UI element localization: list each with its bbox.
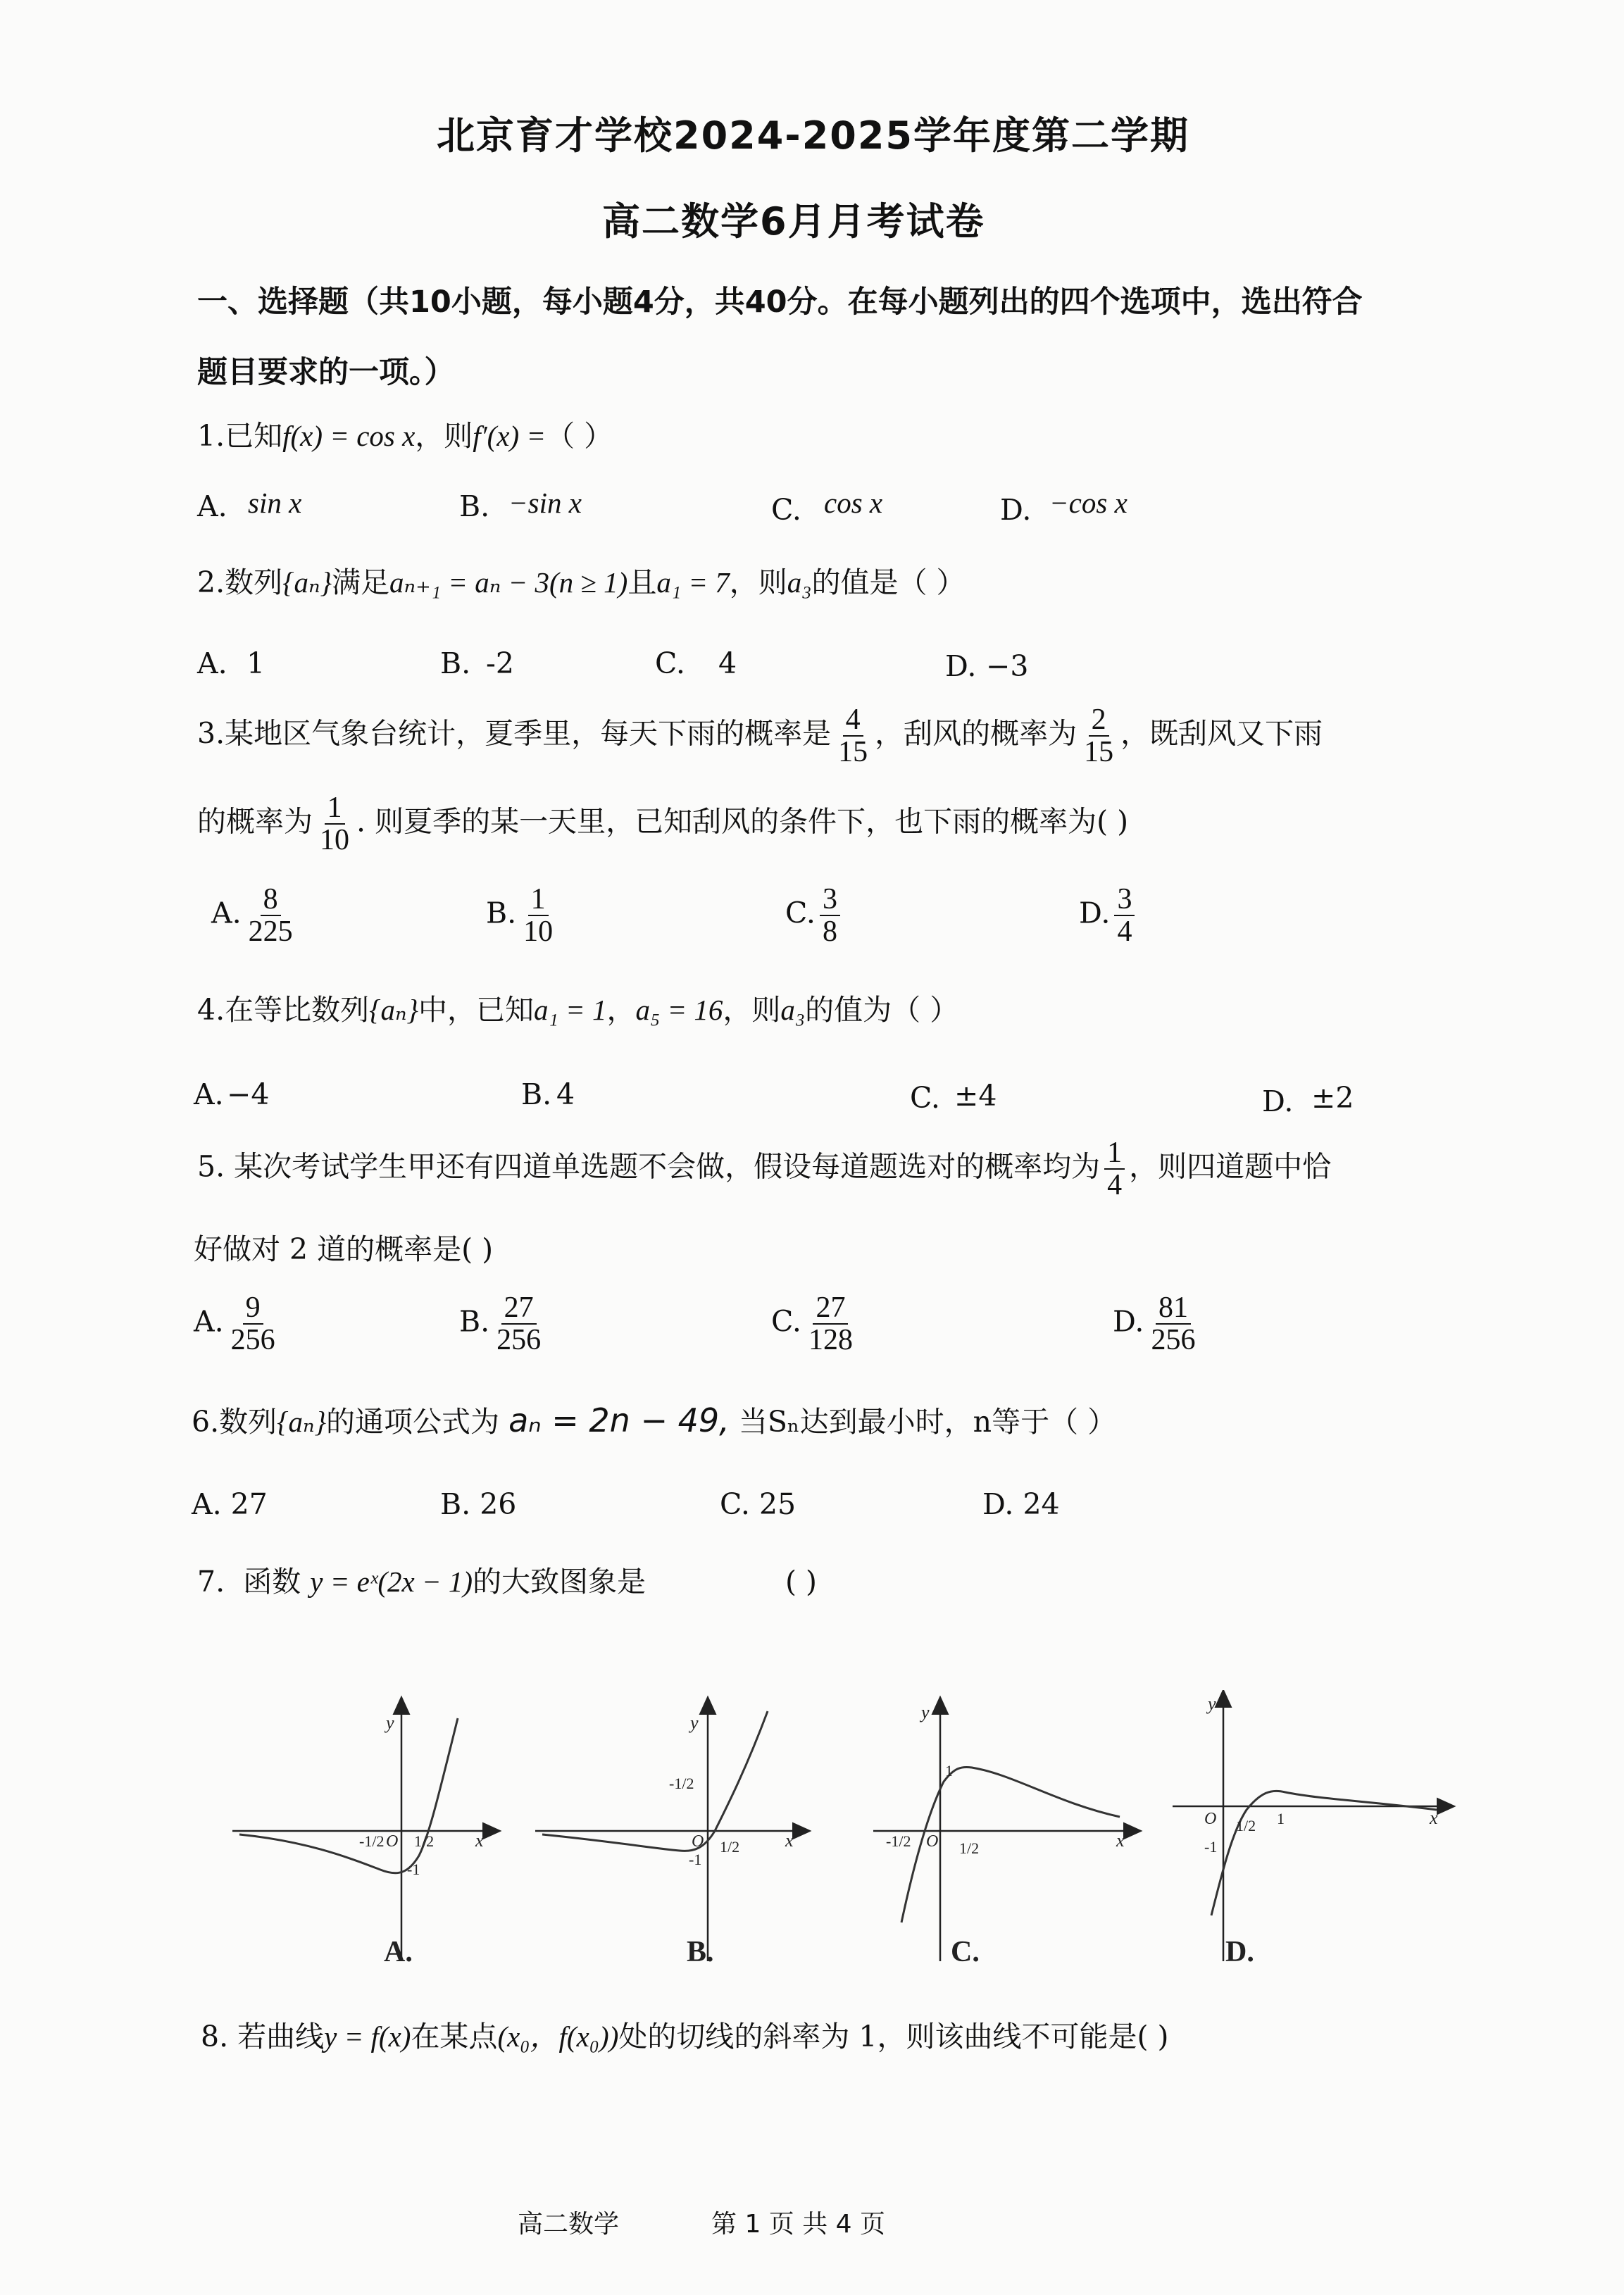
fraction-numerator: 9 <box>243 1292 263 1325</box>
section-heading-line2: 题目要求的一项。） <box>197 355 455 390</box>
graph-c <box>873 1702 1134 1965</box>
question-number: 1. <box>197 419 225 453</box>
question-text: 某地区气象台统计，夏季里，每天下雨的概率是 <box>225 716 832 751</box>
graph-label-a: A. <box>384 1936 413 1965</box>
x-label: x <box>475 1830 484 1851</box>
formula: y = f(x) <box>324 2020 411 2053</box>
formula: a₃ <box>780 994 806 1026</box>
fraction-denominator: 15 <box>838 736 868 769</box>
option-label: A. <box>194 1304 224 1339</box>
fraction-numerator: 4 <box>843 704 863 737</box>
q4-option-a-label: A. <box>194 1077 224 1111</box>
q2-option-d: −3 <box>986 649 1029 683</box>
fraction-numerator: 8 <box>261 884 281 916</box>
q1-option-a-label: A. <box>197 489 227 523</box>
formula: f′(x) = <box>473 420 546 452</box>
fraction-numerator: 3 <box>1114 884 1135 916</box>
graph-b <box>535 1704 803 1965</box>
fraction-numerator: 1 <box>1104 1137 1125 1170</box>
tick-label: 1/2 <box>414 1832 435 1850</box>
question-number: 5. <box>197 1149 225 1184</box>
fraction-denominator: 8 <box>822 915 837 949</box>
origin-label: O <box>386 1832 399 1851</box>
fraction <box>317 792 352 856</box>
fraction <box>1081 704 1116 768</box>
fraction-denominator: 10 <box>523 915 554 949</box>
answer-paren: （ ） <box>546 419 613 453</box>
q4-option-b: 4 <box>556 1077 575 1111</box>
formula: a₁ = 1 <box>534 994 607 1026</box>
fraction-denominator: 4 <box>1107 1169 1123 1202</box>
graph-label-c: C. <box>951 1936 980 1965</box>
question-3-line1 <box>197 704 1323 768</box>
fraction-numerator: 2 <box>1089 704 1109 737</box>
question-text: 的值是（ ） <box>811 565 966 599</box>
question-text: 处的切线的斜率为 1，则该曲线不可能是( ) <box>618 2020 1169 2053</box>
option-label: D. <box>1079 896 1111 930</box>
graph-a <box>232 1704 493 1965</box>
footer-subject: 高二数学 <box>518 2210 620 2239</box>
tick-label: 1/2 <box>720 1838 740 1856</box>
question-6 <box>192 1401 1116 1440</box>
q5-option-a <box>194 1292 282 1356</box>
question-text: 数列 <box>219 1405 277 1439</box>
question-7 <box>197 1565 646 1599</box>
q4-option-a: −4 <box>227 1077 270 1111</box>
fraction-numerator: 1 <box>325 792 345 825</box>
question-text: ，既刮风又下雨 <box>1120 716 1323 751</box>
formula: aₙ₊₁ = aₙ − 3(n ≥ 1) <box>389 566 628 599</box>
fraction-numerator: 27 <box>501 1292 537 1325</box>
fraction-denominator: 256 <box>496 1324 542 1357</box>
option-label: B. <box>459 1304 490 1339</box>
y-label: y <box>921 1702 930 1722</box>
question-text: 且 <box>627 565 657 599</box>
formula: a₃ <box>787 566 812 599</box>
fraction-denominator: 15 <box>1084 736 1114 769</box>
formula: f(x) = cos x <box>282 420 416 452</box>
origin-label: O <box>926 1832 939 1851</box>
question-number: 4. <box>197 993 225 1027</box>
question-text: 的大致图象是 <box>473 1565 647 1599</box>
y-label: y <box>1208 1694 1216 1714</box>
q1-option-d: −cos x <box>1049 487 1128 519</box>
question-number: 8. <box>201 2020 229 2053</box>
option-label: C. <box>785 896 816 930</box>
exam-title: 北京育才学校2024-2025学年度第二学期 <box>437 113 1189 158</box>
q3-option-a <box>211 884 300 947</box>
formula: (x₀，f(x₀)) <box>497 2020 619 2053</box>
fraction-denominator: 256 <box>230 1324 275 1357</box>
graph-label-d: D. <box>1225 1936 1254 1965</box>
curve <box>1211 1791 1437 1915</box>
option-label: D. <box>1113 1304 1144 1339</box>
fraction-denominator: 4 <box>1117 915 1132 949</box>
q2-option-b-label: B. <box>440 646 471 680</box>
tick-label: 1/2 <box>1236 1817 1256 1834</box>
fraction-denominator: 256 <box>1151 1324 1196 1357</box>
tick-label: -1 <box>689 1851 702 1868</box>
tick-label: 1/2 <box>959 1839 980 1857</box>
q6-option-d: D. 24 <box>982 1487 1060 1521</box>
q4-option-c: ±4 <box>954 1079 997 1113</box>
q1-option-d-label: D. <box>1000 493 1032 527</box>
q2-option-b: -2 <box>486 646 514 680</box>
graph-label-b: B. <box>687 1936 714 1965</box>
q1-option-b: −sin x <box>508 487 582 519</box>
fraction-numerator: 1 <box>528 884 549 916</box>
question-text: 已知 <box>225 419 283 453</box>
fraction-denominator: 225 <box>248 915 293 949</box>
question-text: 在等比数列 <box>225 993 370 1027</box>
question-3-line2 <box>197 792 1128 856</box>
tick-label: -1/2 <box>886 1832 911 1850</box>
question-text: 满足 <box>332 565 390 599</box>
answer-paren: ( ) <box>785 1565 818 1599</box>
question-text: ，则 <box>729 565 787 599</box>
origin-label: O <box>1204 1810 1217 1828</box>
question-text: ，则 <box>415 419 473 453</box>
q3-option-c <box>785 884 844 947</box>
question-5-line1 <box>197 1137 1331 1201</box>
tick-label: -1/2 <box>669 1775 694 1792</box>
formula: {aₙ} <box>282 566 332 599</box>
q4-option-c-label: C. <box>910 1081 940 1115</box>
question-number: 2. <box>197 565 225 599</box>
question-number: 7. <box>197 1565 225 1599</box>
q5-option-c <box>771 1292 860 1356</box>
question-number: 6. <box>192 1405 220 1439</box>
x-label: x <box>1116 1830 1125 1851</box>
q2-option-c-label: C. <box>655 646 685 680</box>
question-5-line2: 好做对 2 道的概率是( ) <box>194 1232 494 1266</box>
q3-option-d <box>1079 884 1139 947</box>
formula: a₁ = 7 <box>656 566 730 599</box>
fraction <box>835 704 870 768</box>
q3-option-b <box>486 884 560 947</box>
q6-option-a: A. 27 <box>192 1487 268 1521</box>
option-label: A. <box>211 896 242 930</box>
question-text: 若曲线 <box>237 2020 325 2053</box>
q2-option-d-label: D. <box>945 649 977 683</box>
curve <box>542 1711 768 1851</box>
q7-graphs <box>225 1690 1465 1965</box>
q1-option-c-label: C. <box>771 493 801 527</box>
fraction-numerator: 3 <box>820 884 840 916</box>
question-text: 的值为（ ） <box>805 993 959 1027</box>
q1-option-a: sin x <box>248 487 302 519</box>
y-label: y <box>690 1713 699 1733</box>
formula: {aₙ} <box>277 1406 327 1438</box>
option-label: C. <box>771 1304 801 1339</box>
exam-subtitle: 高二数学6月月考试卷 <box>602 199 985 244</box>
option-label: B. <box>486 896 517 930</box>
tick-label: 1 <box>945 1762 953 1780</box>
handwritten-formula: aₙ = 2n − 49, <box>508 1401 730 1439</box>
question-text: 的通项公式为 <box>326 1405 500 1439</box>
question-text: 当Sₙ达到最小时，n等于（ ） <box>738 1405 1117 1439</box>
question-text: ，刮风的概率为 <box>875 716 1078 751</box>
formula: y = eˣ(2x − 1) <box>310 1565 473 1598</box>
q1-option-c: cos x <box>824 487 883 519</box>
question-text: . 则夏季的某一天里，已知刮风的条件下，也下雨的概率为( ) <box>356 804 1129 839</box>
fraction-denominator: 10 <box>320 824 349 857</box>
q1-option-b-label: B. <box>459 489 490 523</box>
tick-label: 1 <box>1277 1810 1285 1827</box>
question-text: 某次考试学生甲还有四道单选题不会做，假设每道题选对的概率均为 <box>234 1149 1101 1184</box>
origin-label: O <box>692 1832 704 1851</box>
x-label: x <box>785 1830 794 1851</box>
formula: a₅ = 16 <box>635 994 723 1026</box>
y-label: y <box>386 1713 394 1733</box>
question-text: 数列 <box>225 565 283 599</box>
question-text: 的概率为 <box>197 804 313 839</box>
question-text: ，则 <box>723 993 781 1027</box>
q5-option-b <box>459 1292 548 1356</box>
tick-label: -1 <box>407 1861 420 1878</box>
q4-option-d: ±2 <box>1311 1081 1354 1115</box>
q2-option-a-label: A. <box>197 646 227 680</box>
formula: {aₙ} <box>369 994 419 1026</box>
question-text: 函数 <box>243 1565 301 1599</box>
q4-option-d-label: D. <box>1262 1084 1294 1118</box>
q6-option-c: C. 25 <box>720 1487 797 1521</box>
fraction-denominator: 128 <box>808 1324 853 1357</box>
q4-option-b-label: B. <box>521 1077 552 1111</box>
footer-page: 第 1 页 共 4 页 <box>711 2210 886 2239</box>
q2-option-c: 4 <box>718 646 737 680</box>
question-number: 3. <box>197 716 225 751</box>
q6-option-b: B. 26 <box>440 1487 517 1521</box>
question-2 <box>197 565 966 600</box>
question-text: 中，已知 <box>418 993 535 1027</box>
question-4: 4.在等比数列{aₙ}中，已知a₁ = 1，a₅ = 16，则a₃的值为（ ） <box>197 993 959 1027</box>
question-1 <box>197 419 613 454</box>
x-label: x <box>1430 1808 1438 1828</box>
question-8 <box>201 2020 1169 2054</box>
tick-label: -1/2 <box>359 1832 385 1850</box>
tick-label: -1 <box>1204 1838 1218 1856</box>
question-text: ，则四道题中恰 <box>1129 1149 1332 1184</box>
graph-d <box>1173 1694 1447 1965</box>
section-heading-line1: 一、选择题（共10小题，每小题4分，共40分。在每小题列出的四个选项中，选出符合 <box>197 284 1363 320</box>
question-text: 在某点 <box>411 2020 498 2053</box>
q5-option-d <box>1113 1292 1202 1356</box>
fraction <box>1104 1137 1125 1201</box>
fraction-numerator: 81 <box>1156 1292 1191 1325</box>
q2-option-a: 1 <box>246 646 266 680</box>
fraction-numerator: 27 <box>813 1292 848 1325</box>
